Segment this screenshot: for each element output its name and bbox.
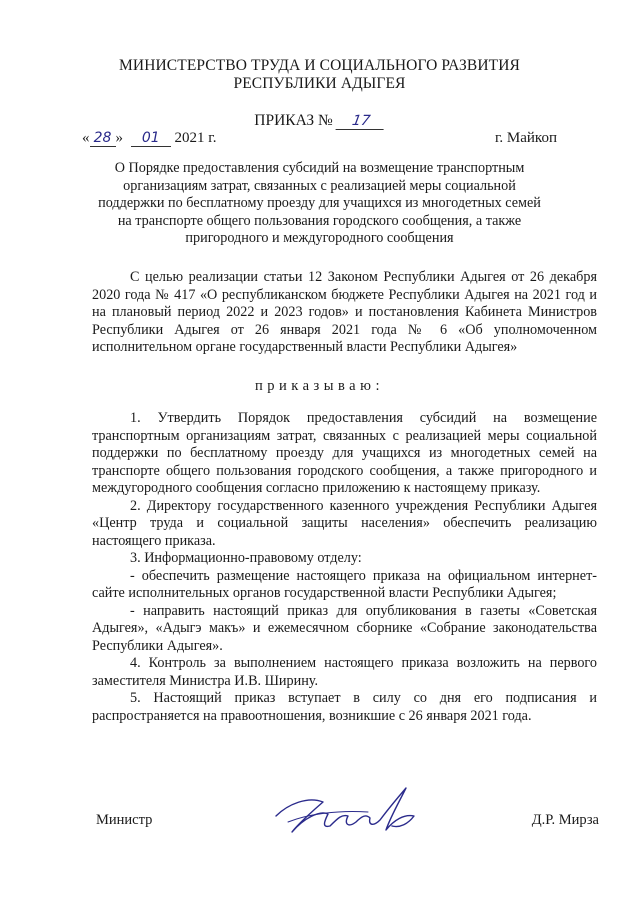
order-item-3-bullet-2: - направить настоящий приказ для опубликования в газеты «Советская Адыгея», «Адыгэ макъ» и ежемесячном сборнике «Собрание законодательства Республики Адыгея». xyxy=(92,602,597,654)
order-item-5: 5. Настоящий приказ вступает в силу со дня его подписания и распространяется на правоотношения, возникшие с 26 января 2021 года. xyxy=(92,690,597,724)
date-close-quote: » xyxy=(115,130,123,146)
order-subject: О Порядке предоставления субсидий на возмещение транспортным организациям затрат, связанных с реализацией меры социальной поддержки по бесплатному проезду для учащихся из многодетных семей на транспорте общего пользования городского сообщения, а также пригородного и междугородного сообщения xyxy=(98,160,541,246)
ministry-title-line-1: МИНИСТЕРСТВО ТРУДА И СОЦИАЛЬНОГО РАЗВИТИЯ xyxy=(119,57,520,74)
prikazyvayu-heading: приказываю: xyxy=(255,378,384,394)
preamble xyxy=(92,269,597,357)
preamble-paragraph: С целью реализации статьи 12 Законом Республики Адыгея от 26 декабря 2020 года № 417 «О республиканском бюджете Республики Адыгея на 2021 год и на плановый период 2022 и 2023 годов» и постановления Кабинета Министров Республики Адыгея от 26 января 2021 года № 6 «Об уполномоченном исполнительном органе государственный власти Республики Адыгея» xyxy=(92,269,597,355)
order-date xyxy=(82,130,216,147)
handwritten-signature xyxy=(268,774,438,844)
order-item-4: 4. Контроль за выполнением настоящего приказа возложить на первого заместителя Министра И.В. Ширину. xyxy=(92,655,597,689)
order-label: ПРИКАЗ № xyxy=(254,112,333,129)
order-title xyxy=(0,112,639,130)
order-item-2: 2. Директору государственного казенного учреждения Республики Адыгея «Центр труда и социальной защиты населения» обеспечить реализацию настоящего приказа. xyxy=(92,497,597,549)
order-item-3: 3. Информационно-правовому отделу: xyxy=(130,550,362,566)
date-year: 2021 г. xyxy=(174,130,217,146)
order-items xyxy=(92,410,597,725)
signatory-position: Министр xyxy=(96,812,153,828)
order-item-1: 1. Утвердить Порядок предоставления субсидий на возмещение транспортным организациям затрат, связанных с реализацией меры социальной поддержки по бесплатному проезду для учащихся из многодетных семей на транспорте общего пользования городского сообщения, а также пригородного и междугородного сообщения согласно приложению к настоящему приказу. xyxy=(92,410,597,496)
date-open-quote: « xyxy=(82,130,90,146)
order-item-3-bullet-1: - обеспечить размещение настоящего приказа на официальном интернет-сайте исполнительных органов государственной власти Республики Адыгея; xyxy=(92,567,597,601)
date-month: 01 xyxy=(131,130,171,147)
signatory-name: Д.Р. Мирза xyxy=(531,812,599,828)
order-city: г. Майкоп xyxy=(494,130,557,146)
date-day: 28 xyxy=(90,130,116,147)
ministry-title-line-2: РЕСПУБЛИКИ АДЫГЕЯ xyxy=(233,75,406,92)
order-number: 17 xyxy=(335,113,386,130)
